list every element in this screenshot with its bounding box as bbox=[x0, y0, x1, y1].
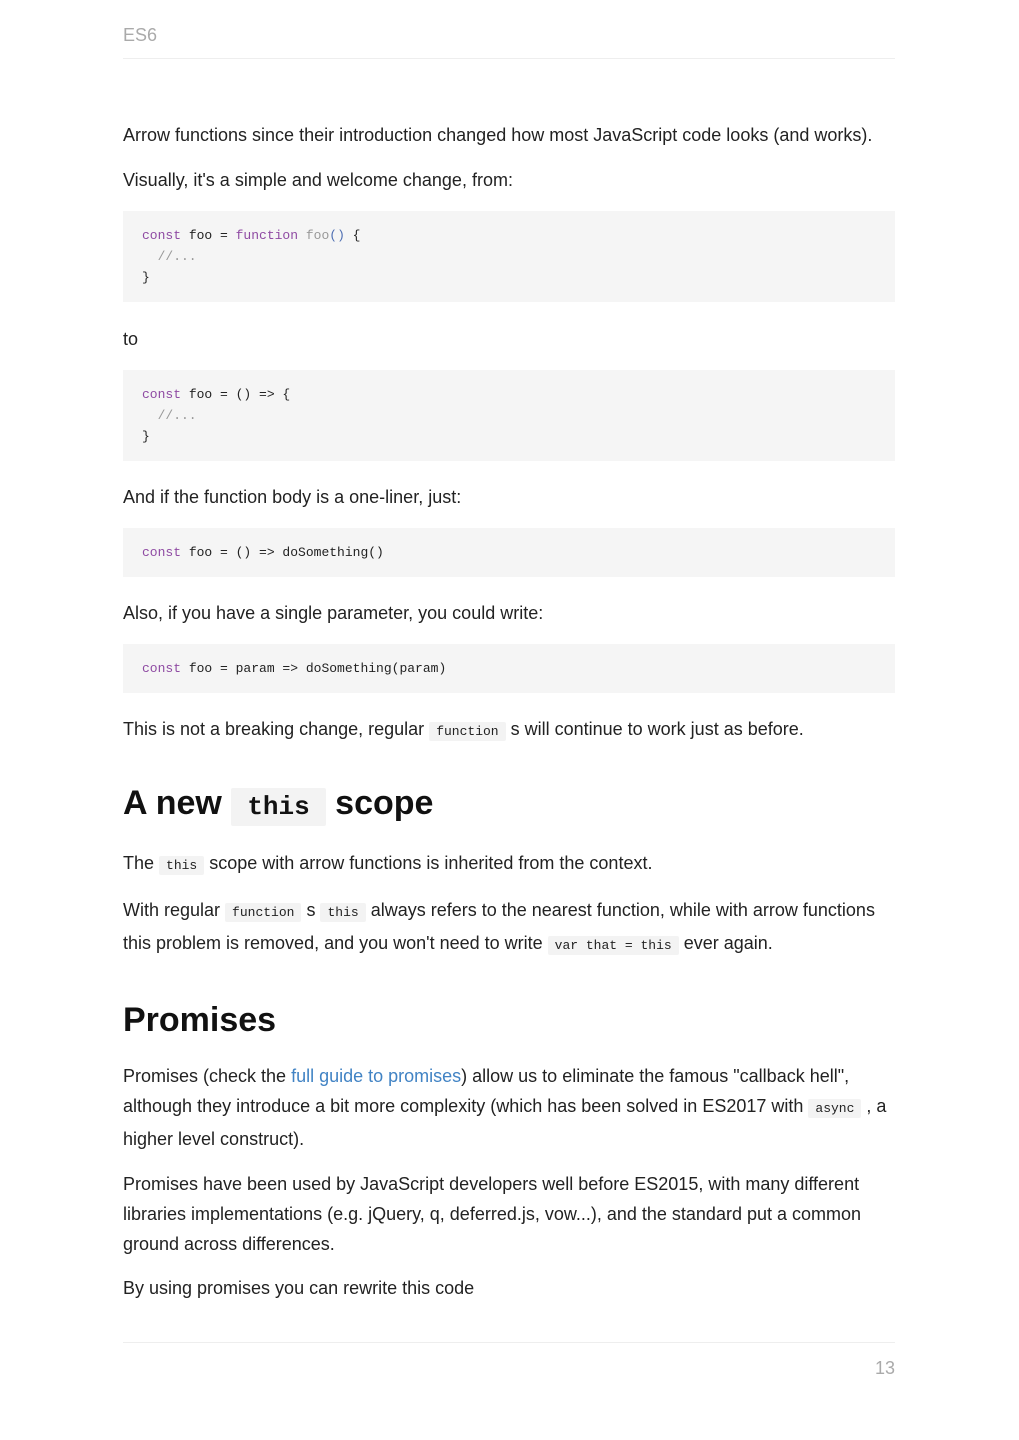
inline-code: function bbox=[225, 903, 301, 922]
page-number: 13 bbox=[874, 1358, 895, 1378]
promises-rewrite-paragraph: By using promises you can rewrite this code bbox=[123, 1278, 475, 1298]
code-block-one-liner bbox=[123, 528, 895, 577]
heading-promises: Promises bbox=[123, 1001, 277, 1039]
code-keyword: const bbox=[142, 661, 182, 676]
inline-code: this bbox=[320, 903, 365, 922]
text: Promises (check the bbox=[123, 1066, 292, 1086]
code-block-arrow bbox=[123, 370, 895, 461]
code-text: foo = bbox=[181, 228, 236, 243]
heading-text: scope bbox=[325, 784, 434, 822]
heading-new-this-scope bbox=[123, 783, 895, 827]
breaking-change-paragraph bbox=[123, 714, 895, 747]
code-text: } bbox=[142, 270, 150, 285]
text: This is not a breaking change, regular bbox=[123, 719, 430, 739]
page-content bbox=[123, 120, 895, 1303]
page-footer bbox=[123, 1342, 895, 1378]
promises-intro-paragraph bbox=[123, 1061, 895, 1154]
heading-text: A new bbox=[123, 784, 232, 822]
to-paragraph: to bbox=[123, 329, 139, 349]
heading-inline-code: this bbox=[231, 788, 325, 826]
this-scope-paragraph bbox=[123, 848, 895, 881]
single-param-paragraph: Also, if you have a single parameter, you could write: bbox=[123, 603, 544, 623]
code-comment: //... bbox=[142, 408, 197, 423]
code-parens: () bbox=[329, 228, 345, 243]
code-function-name: foo bbox=[298, 228, 330, 243]
text: With regular bbox=[123, 900, 226, 920]
text: , a higher level construct). bbox=[123, 1096, 887, 1149]
code-block-single-param bbox=[123, 644, 895, 693]
text: ever again. bbox=[678, 933, 773, 953]
code-keyword: function bbox=[235, 228, 299, 243]
code-text: foo = param => doSomething(param) bbox=[181, 661, 447, 676]
code-comment: //... bbox=[142, 249, 197, 264]
text: The bbox=[123, 853, 160, 873]
code-keyword: const bbox=[142, 387, 182, 402]
text: ) allow us to eliminate the famous "callback hell", although they introduce a bit more complexity (which has been solved in ES2017 with bbox=[123, 1066, 850, 1116]
code-keyword: const bbox=[142, 545, 182, 560]
code-text: foo = () => doSomething() bbox=[181, 545, 384, 560]
code-text: foo = () => { bbox=[181, 387, 291, 402]
inline-code: async bbox=[808, 1099, 861, 1118]
page-header bbox=[123, 24, 895, 59]
text: scope with arrow functions is inherited from the context. bbox=[204, 853, 653, 873]
code-block-function bbox=[123, 211, 895, 302]
promises-history-paragraph: Promises have been used by JavaScript developers well before ES2015, with many different libraries implementations (e.g. jQuery, q, deferred.js, vow...), and the standard put a common ground across differences. bbox=[123, 1174, 862, 1254]
inline-code: function bbox=[429, 722, 505, 741]
arrow-visual-paragraph: Visually, it's a simple and welcome change, from: bbox=[123, 170, 513, 190]
arrow-intro-paragraph: Arrow functions since their introduction changed how most JavaScript code looks (and works). bbox=[123, 125, 873, 145]
text: s will continue to work just as before. bbox=[505, 719, 804, 739]
code-keyword: const bbox=[142, 228, 182, 243]
promises-guide-link[interactable]: full guide to promises bbox=[291, 1066, 462, 1086]
inline-code: var that = this bbox=[548, 936, 679, 955]
code-text: } bbox=[142, 429, 150, 444]
one-liner-paragraph: And if the function body is a one-liner, just: bbox=[123, 487, 462, 507]
inline-code: this bbox=[159, 856, 204, 875]
regular-functions-paragraph bbox=[123, 895, 895, 961]
text: s bbox=[301, 900, 321, 920]
text: always refers to the nearest function, while with arrow functions this problem is removed, and you won't need to write bbox=[123, 900, 875, 953]
code-text: { bbox=[344, 228, 361, 243]
running-header-title: ES6 bbox=[123, 25, 158, 45]
